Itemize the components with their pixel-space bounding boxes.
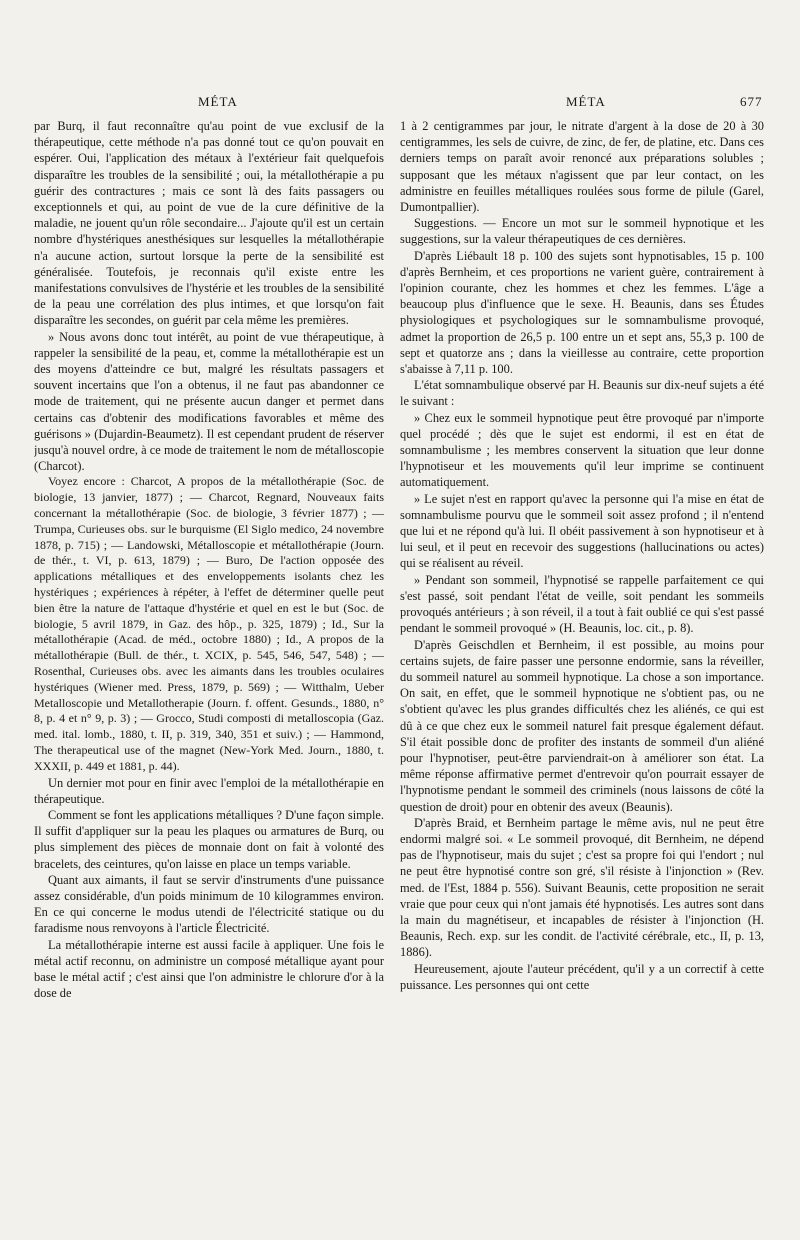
paragraph: La métallothérapie interne est aussi facile à appliquer. Une fois le métal actif reconnu, on administre un composé métallique ayant pour base le métal actif ; c'est ainsi que l'on administre le chlorure d'or à la dose de: [34, 937, 384, 1001]
paragraph: L'état somnambulique observé par H. Beaunis sur dix-neuf sujets a été le suivant :: [400, 378, 764, 409]
paragraph: Un dernier mot pour en finir avec l'emploi de la métallothérapie en thérapeutique.: [34, 775, 384, 806]
paragraph: Comment se font les applications métalliques ? D'une façon simple. Il suffit d'appliquer sur la peau les plaques ou armatures de Burq, ou plus simplement des pièces de monnaie dont on fait à volonté des bracelets, des ceintures, qu'on laisse en place un temps variable.: [34, 808, 384, 871]
page-number: 677: [740, 94, 763, 109]
quote-paragraph: » Pendant son sommeil, l'hypnotisé se rappelle parfaitement ce qui s'est passé, soit pendant l'état de veille, soit pendant les sommeils provoqués antérieurs ; à son réveil, il a tout à fait oublié ce qui s'est passé pendant le sommeil provoqué » (H. Beaunis, loc. cit., p. 8).: [400, 572, 764, 636]
running-head-right: MÉTA: [566, 94, 606, 109]
right-column: [400, 118, 764, 1228]
paragraph: » Nous avons donc tout intérêt, au point de vue thérapeutique, à rappeler la sensibilité de la peau, et, comme la métallothérapie est un des moyens d'atteindre ce but, malgré les résultats passagers et souvent incertains que l'on a obtenus, il ne faut pas abandonner ce mode de traitement, qui ne présente aucun danger et permet dans certains cas d'obtenir des modifications favorables et même des guérisons » (Dujardin-Beaumetz). Il est cependant prudent de réserver jusqu'à nouvel ordre, à ce mode de traitement le nom de métalloscopie (Charcot).: [34, 329, 384, 474]
running-head-left: MÉTA: [198, 94, 238, 109]
paragraph: Heureusement, ajoute l'auteur précédent, qu'il y a un correctif à cette puissance. Les personnes qui ont cette: [400, 961, 764, 992]
left-column: [34, 118, 384, 1228]
paragraph: par Burq, il faut reconnaître qu'au point de vue exclusif de la thérapeutique, cette méthode n'a pas donné tout ce qu'on pouvait en espérer. Oui, l'application des métaux à l'extérieur fait quelquefois disparaître les troubles de la sensibilité ; oui, la métallothérapie a pu guérir des contractures ; mais ce sont là des faits passagers ou exceptionnels et qui, au point de vue de la cure définitive de la maladie, ne jouent qu'un rôle secondaire... J'ajoute qu'il est un certain nombre d'hystériques anesthésiques sur lesquelles la métallothérapie n'a aucune action, surtout lorsque la perte de la sensibilité est généralisée. Toutefois, je reconnais qu'il existe entre les manifestations convulsives de l'hystérie et les troubles de la sensibilité de la peau une corrélation des plus intimes, et que lorsqu'on fait disparaître les secondes, on guérit par cela même les premières.: [34, 119, 384, 328]
paragraph: D'après Geischdlen et Bernheim, il est possible, au moins pour certains sujets, de faire passer une personne endormie, sans la réveiller, du sommeil naturel au sommeil hypnotique. La chose a son importance. On sait, en effet, que le sommeil hypnotique ne s'obtient pas, ou ne s'obtient qu'avec les plus grandes difficultés chez les aliénés, ce qui est dû à ce que chez eux le sommeil naturel fait presque également défaut. S'il était possible donc de profiter des instants de sommeil d'un aliéné pour l'hypnotiser, peut-être parviendrait-on à améliorer son état. La même réponse affirmative permet d'entrevoir qu'on pourrait essayer de l'hypnotisme pendant le sommeil des criminels (nous laissons de côté la question de droit) pour en obtenir des aveux (Beaunis).: [400, 637, 764, 814]
paragraph: Quant aux aimants, il faut se servir d'instruments d'une puissance assez considérable, d'un poids minimum de 10 kilogrammes environ. En ce qui concerne le modus utendi de l'électricité statique ou du faradisme nous renvoyons à l'article Électricité.: [34, 872, 384, 936]
paragraph: D'après Liébault 18 p. 100 des sujets sont hypnotisables, 15 p. 100 d'après Bernheim, et ces proportions ne varient guère, contrairement à l'opinion courante, chez les hommes et chez les femmes. L'âge a beaucoup plus d'influence que le sexe. H. Beaunis, dans ses Études physiologiques et psychologiques sur le somnambulisme provoqué, admet la proportion de 26,5 p. 100 entre un et sept ans, 55,3 p. 100 de sept et quatorze ans ; dans la vieillesse au contraire, cette proportion s'abaisse à 7,11 p. 100.: [400, 248, 764, 377]
paragraph: 1 à 2 centigrammes par jour, le nitrate d'argent à la dose de 20 à 30 centigrammes, les sels de cuivre, de zinc, de fer, de platine, etc. Dans ces derniers temps on paraît avoir renoncé aux préparations solubles ; supposant que les métaux n'agissent que par leur contact, on les administre en feuilles métalliques roulées sous forme de pilule (Garel, Dumontpallier).: [400, 119, 764, 215]
paragraph: D'après Braid, et Bernheim partage le même avis, nul ne peut être endormi malgré soi. « Le sommeil provoqué, dit Bernheim, ne dépend pas de l'hypnotiseur, mais du sujet ; c'est sa propre foi qui l'endort ; nul ne peut être hypnotisé contre son gré, s'il résiste à l'injonction » (Rev. med. de l'Est, 1884 p. 556). Suivant Beaunis, cette proposition ne serait vraie que pour ceux qui n'ont jamais été hypnotisés. Les autres sont dans la main du magnétiseur, et incapables de résister à l'injonction (H. Beaunis, Rech. exp. sur les condit. de l'activité cérébrale, etc., II, p. 13, 1886).: [400, 815, 764, 960]
quote-paragraph: » Chez eux le sommeil hypnotique peut être provoqué par n'importe quel procédé ; dès que le sujet est endormi, il est en état de somnambulisme ; les membres conservent la situation que leur donne l'hypnotiseur et les mouvements qu'il leur imprime se continuent automatiquement.: [400, 410, 764, 490]
quote-paragraph: » Le sujet n'est en rapport qu'avec la personne qui l'a mise en état de somnambulisme pourvu que le sommeil soit assez profond ; il n'entend que lui et ne répond qu'à lui. Il obéit passivement à son hypnotiseur et à lui seul, et il peut en recevoir des suggestions (hallucinations ou actes) qui se réalisent au réveil.: [400, 491, 764, 571]
references-paragraph: Voyez encore : Charcot, A propos de la métallothérapie (Soc. de biologie, 13 janvier, 1877) ; — Charcot, Regnard, Nouveaux faits concernant la métallothérapie (Soc. de biologie, 3 février 1877) ; — Trumpa, Curieuses obs. sur le burquisme (El Siglo medico, 24 novembre 1878, p. 715) ; — Landowski, Métalloscopie et métallothérapie (Journ. de thér., t. VI, p. 613, 1879) ; — Buro, De l'action opposée des applications métalliques et des enveloppements isolants chez les hystériques ; expériences à répéter, à l'effet de déterminer quelle peut bien être la nature de l'attaque d'hystérie et quel en est le but (Soc. de biologie, 5 avril 1879, in Gaz. des hôp., p. 325, 1879) ; Id., Sur la métallothérapie (Acad. de méd., octobre 1880) ; Id., A propos de la métallothérapie (Bull. de thér., t. XCIX, p. 545, 546, 547, 548) ; — Rosenthal, Curieuses obs. avec les aimants dans les troubles oculaires hystériques (Wiener med. Press, 1879, p. 569) ; — Witthalm, Ueber Metalloscopie und Metallotherapie (Journ. f. offent. Gesunds., 1880, n° 8, p. 4 et n° 9, p. 3) ; — Grocco, Studi composti di metalloscopia (Gaz. med. ital. lomb., 1880, t. II, p. 319, 340, 351 et suiv.) ; — Hammond, The therapeutical use of the magnet (New-York Med. Journ., 1880, t. XXXII, p. 449 et 1881, p. 44).: [34, 474, 384, 773]
section-heading-paragraph: Suggestions. — Encore un mot sur le sommeil hypnotique et les suggestions, sur la valeur thérapeutiques de ces dernières.: [400, 216, 764, 247]
